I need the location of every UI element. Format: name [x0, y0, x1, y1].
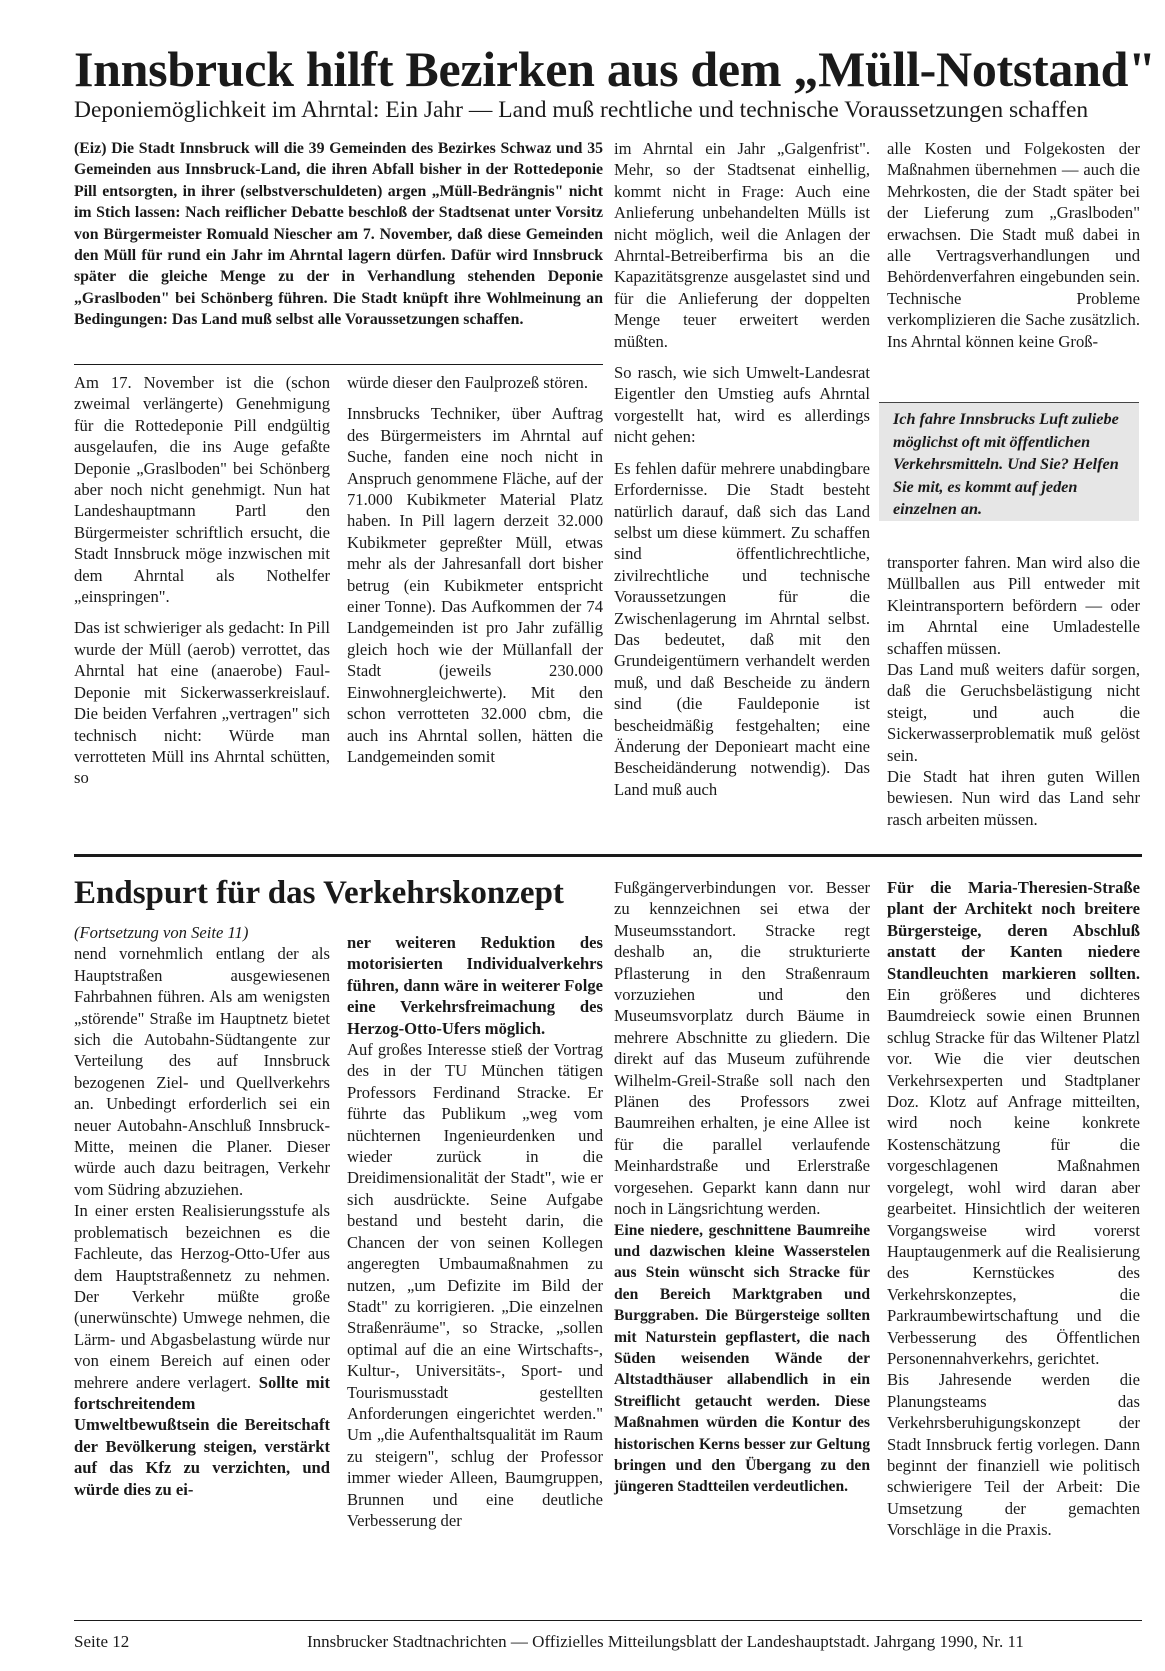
- paragraph: So rasch, wie sich Umwelt-Landesrat Eigentler den Umstieg aufs Ahrntal vorgestellt hat, wird es allerdings nicht gehen:: [614, 363, 870, 447]
- paragraph: Das Land muß weiters dafür sorgen, daß die Geruchsbelästigung nicht steigt, und auch die Sickerwasserproblematik muß gelöst sein.: [887, 660, 1140, 765]
- footer-rule: [74, 1620, 1142, 1621]
- paragraph: Die Stadt hat ihren guten Willen bewiesen. Nun wird das Land sehr rasch arbeiten müssen.: [887, 767, 1140, 829]
- paragraph: im Ahrntal ein Jahr „Galgenfrist". Mehr, so der Stadtsenat einhellig, kommt nicht in Frage: Auch eine Anlieferung unbehandelten Mülls ist nicht möglich, weil die Anlagen der Ahrntal-Betreiberfirma bis an die Kapazitätsgrenze ausgelastet sind und für die Anlieferung der doppelten Menge teuer erweitert werden müßten.: [614, 139, 870, 351]
- article2-column-1: [74, 922, 330, 1500]
- article-lead: (Eiz) Die Stadt Innsbruck will die 39 Gemeinden des Bezirkes Schwaz und 35 Gemeinden aus Innsbruck-Land, die ihren Abfall bisher in der Rottedeponie Pill entsorgten, in ihrer (selbstverschuldeten) argen „Müll-Bedrängnis" nicht im Stich lassen: Nach reiflicher Debatte beschloß der Stadtsenat unter Vorsitz von Bürgermeister Romuald Niescher am 7. November, daß diese Gemeinden den Müll für rund ein Jahr im Ahrntal lagern dürfen. Dafür wird Innsbruck später die gleiche Menge zu der in Verhandlung stehenden Deponie „Graslboden" bei Schönberg führen. Die Stadt knüpft ihre Wohlmeinung an Bedingungen: Das Land muß selbst alle Voraussetzungen schaffen.: [74, 140, 603, 329]
- paragraph: transporter fahren. Man wird also die Müllballen aus Pill entweder mit Kleintransportern befördern — oder im Ahrntal eine Umladestelle schaffen müssen.: [887, 553, 1140, 658]
- paragraph: Am 17. November ist die (schon zweimal verlängerte) Genehmigung für die Rottedeponie Pill endgültig ausgelaufen, die ins Auge gefaßte Deponie „Graslboden" bei Schönberg aber noch nicht genehmigt. Nun hat Landeshauptmann Partl den Bürgermeister schriftlich ersucht, die Stadt Innsbruck möge inzwischen mit dem Ahrntal als Nothelfer „einspringen".: [74, 373, 330, 607]
- paragraph: [74, 1200, 330, 1500]
- paragraph: Innsbrucks Techniker, über Auftrag des Bürgermeisters im Ahrntal auf Suche, fanden eine noch nicht in Anspruch genommene Fläche, auf der 71.000 Kubikmeter Material Platz haben. In Pill lagern derzeit 32.000 Kubikmeter gepreßter Müll, etwas mehr als der Jahresanfall dort bisher betrug (ein Kubikmeter entspricht einer Tonne). Das Aufkommen der 74 Landgemeinden ist pro Jahr zufällig gleich hoch wie der Müllanfall der Stadt (jeweils 230.000 Einwohnergleichwerte). Mit den schon verrotteten 32.000 cbm, die auch ins Ahrntal sollen, hätten die Landgemeinden somit: [347, 404, 603, 766]
- paragraph: nend vornehmlich entlang der als Hauptstraßen ausgewiesenen Fahrbahnen führen. Als am wenigsten „störende" Straße im Hauptnetz bietet sich die Autobahn-Südtangente zur Verteilung des auf Innsbruck bezogenen Ziel- und Quellverkehrs an. Unbedingt erforderlich sei ein neuer Autobahn-Anschluß Innsbruck-Mitte, meinen die Planer. Dieser würde auch dazu beitragen, Verkehr vom Südring abzuziehen.: [74, 944, 330, 1199]
- article-column-4-top: [887, 138, 1140, 352]
- paragraph-text: Ein größeres und dichteres Baumdreieck sowie einen Brunnen schlug Stracke für das Wiltener Platzl vor. Wie die vier deutschen Verkehrsexperten und Stadtplaner Doz. Klotz auf Anfrage mitteilten, wird noch keine konkrete Kostenschätzung für die vorgeschlagenen Maßnahmen vorgelegt, wohl wird daran aber gearbeitet. Hinsichtlich der weiteren Vorgangsweise wird vorerst Hauptaugenmerk auf die Realisierung des Kernstückes des Verkehrskonzeptes, die Parkraumbewirtschaftung und die Verbesserung des Öffentlichen Personennahverkehrs, gerichtet.: [887, 985, 1140, 1368]
- paragraph: [887, 877, 1140, 1369]
- paragraph-bold-text: Für die Maria-Theresien-Straße plant der Architekt noch breitere Bürgersteige, deren Abschluß anstatt der Kanten niedere Standleuchten markieren sollten.: [887, 878, 1140, 983]
- publication-line: Innsbrucker Stadtnachrichten — Offizielles Mitteilungsblatt der Landeshauptstadt. Jahrgang 1990, Nr. 11: [307, 1632, 1024, 1651]
- paragraph: Auf großes Interesse stieß der Vortrag des in der TU München tätigen Professors Ferdinand Stracke. Er führte das Publikum „weg vom nüchternen Ingenieurdenken und wieder zurück in die Dreidimensionalität der Stadt", wie er sich ausdrückte. Seine Aufgabe bestand und besteht darin, die Chancen der von seinen Kollegen angeregten Umbaumaßnahmen zu nutzen, „um Defizite im Bild der Stadt" zu korrigieren. „Die einzelnen Straßenräume", so Stracke, „sollen optimal auf die an eine Wirtschafts-, Kultur-, Universitäts-, Sport- und Tourismusstadt gestellten Anforderungen eingerichtet werden." Um „die Aufenthaltsqualität im Raum zu steigern", schlug der Professor immer wieder Alleen, Baumgruppen, Brunnen und eine deutliche Verbesserung der: [347, 1040, 603, 1530]
- page-number: Seite 12: [74, 1632, 130, 1651]
- article-subheadline: Deponiemöglichkeit im Ahrntal: Ein Jahr — Land muß rechtliche und technische Voraussetzungen schaffen: [74, 97, 1089, 123]
- ad-callout-text: Ich fahre Innsbrucks Luft zuliebe möglichst oft mit öffentlichen Verkehrsmitteln. Und Sie? Helfen Sie mit, es kommt auf jeden einzelnen an.: [893, 410, 1119, 519]
- paragraph-bold-text: Eine niedere, geschnittene Baumreihe und dazwischen kleine Wasserstelen aus Stein wünscht sich Stracke für den Bereich Marktgraben und Burggraben. Die Bürgersteige sollten mit Naturstein gepflastert, die nach Süden weisenden Wände der Altstadthäuser allabendlich in ein Streiflicht getaucht werden. Diese Maßnahmen würden die Kontur des historischen Kerns besser zur Geltung bringen und den Übergang zu den jüngeren Stadtteilen verdeutlichen.: [614, 1221, 870, 1496]
- article-headline: Innsbruck hilft Bezirken aus dem „Müll-Notstand": [74, 41, 1156, 97]
- article-column-2: [347, 372, 603, 767]
- paragraph-text: In einer ersten Realisierungsstufe als problematisch bezeichnen es die Fachleute, das Herzog-Otto-Ufer aus dem Hauptstraßennetz zu nehmen. Der Verkehr müßte große (unerwünschte) Umwege nehmen, die Lärm- und Abgasbelastung würde nur von einem Bereich auf einen oder mehrere andere verlagert.: [74, 1201, 330, 1392]
- paragraph-bold-text: Sollte mit fortschreitendem Umweltbewußtsein die Bereitschaft der Bevölkerung steigen, verstärkt auf das Kfz zu verzichten, und würde dies zu ei-: [74, 1372, 330, 1499]
- continuation-note: (Fortsetzung von Seite 11): [74, 923, 249, 942]
- paragraph-bold-text: ner weiteren Reduktion des motorisierten Individualverkehrs führen, dann wäre in weiterer Folge eine Verkehrsfreimachung des Herzog-Otto-Ufers möglich.: [347, 933, 603, 1038]
- paragraph: alle Kosten und Folgekosten der Maßnahmen übernehmen — auch die Mehrkosten, die der Stadt später bei der Lieferung zum „Graslboden" erwachsen. Die Stadt muß dabei in alle Vertragsverhandlungen und Behördenverfahren eingebunden sein. Technische Probleme verkomplizieren die Sache zusätzlich. Ins Ahrntal können keine Groß-: [887, 139, 1140, 351]
- article2-column-3: [614, 877, 870, 1498]
- article-column-3: [614, 138, 870, 800]
- article2-headline: Endspurt für das Verkehrskonzept: [74, 875, 564, 911]
- article2-column-2: [347, 932, 603, 1531]
- paragraph: Es fehlen dafür mehrere unabdingbare Erfordernisse. Die Stadt besteht natürlich darauf, daß sich das Land selbst um diese kümmert. Zu schaffen sind öffentlichrechtliche, zivilrechtliche und technische Voraussetzungen für die Zwischenlagerung im Ahrntal selbst. Das bedeutet, daß mit den Grundeigentümern verhandelt werden muß, und daß Bescheide zu ändern sind (die Fauldeponie ist bescheidmäßig festgehalten; eine Änderung der Deponieart macht eine Bescheidänderung notwendig). Das Land muß auch: [614, 458, 870, 799]
- paragraph: Fußgängerverbindungen vor. Besser zu kennzeichnen sei etwa der Museumsstandort. Stracke regt deshalb an, die strukturierte Pflasterung in den Straßenraum vorzuziehen und den Museumsvorplatz durch Bäume in mehrere Abschnitte zu gliedern. Die direkt auf das Museum zuführende Wilhelm-Greil-Straße soll nach den Plänen des Professors zwei Baumreihen erhalten, je eine Allee ist für die parallel verlaufende Meinhardstraße und Erlerstraße vorgesehen. Geparkt kann dann nur noch in Längsrichtung werden.: [614, 878, 870, 1219]
- article-separator: [74, 854, 1142, 857]
- lead-divider: [74, 364, 603, 365]
- article-column-1: [74, 372, 330, 789]
- article2-column-4: [887, 877, 1140, 1541]
- article-column-4-bottom: [887, 552, 1140, 830]
- paragraph: würde dieser den Faulprozeß stören.: [347, 373, 588, 392]
- paragraph: Bis Jahresende werden die Planungsteams das Verkehrsberuhigungskonzept der Stadt Innsbruck fertig vorlegen. Dann beginnt der finanziell wie politisch schwierigere Teil der Arbeit: Die Umsetzung der gemachten Vorschläge in die Praxis.: [887, 1370, 1140, 1540]
- paragraph: Das ist schwieriger als gedacht: In Pill wurde der Müll (aerob) verrottet, das Ahrntal hat eine (anaerobe) Faul-Deponie mit Sickerwasserkreislauf. Die beiden Verfahren „vertragen" sich technisch nicht: Würde man verrotteten Müll ins Ahrntal schütten, so: [74, 618, 330, 788]
